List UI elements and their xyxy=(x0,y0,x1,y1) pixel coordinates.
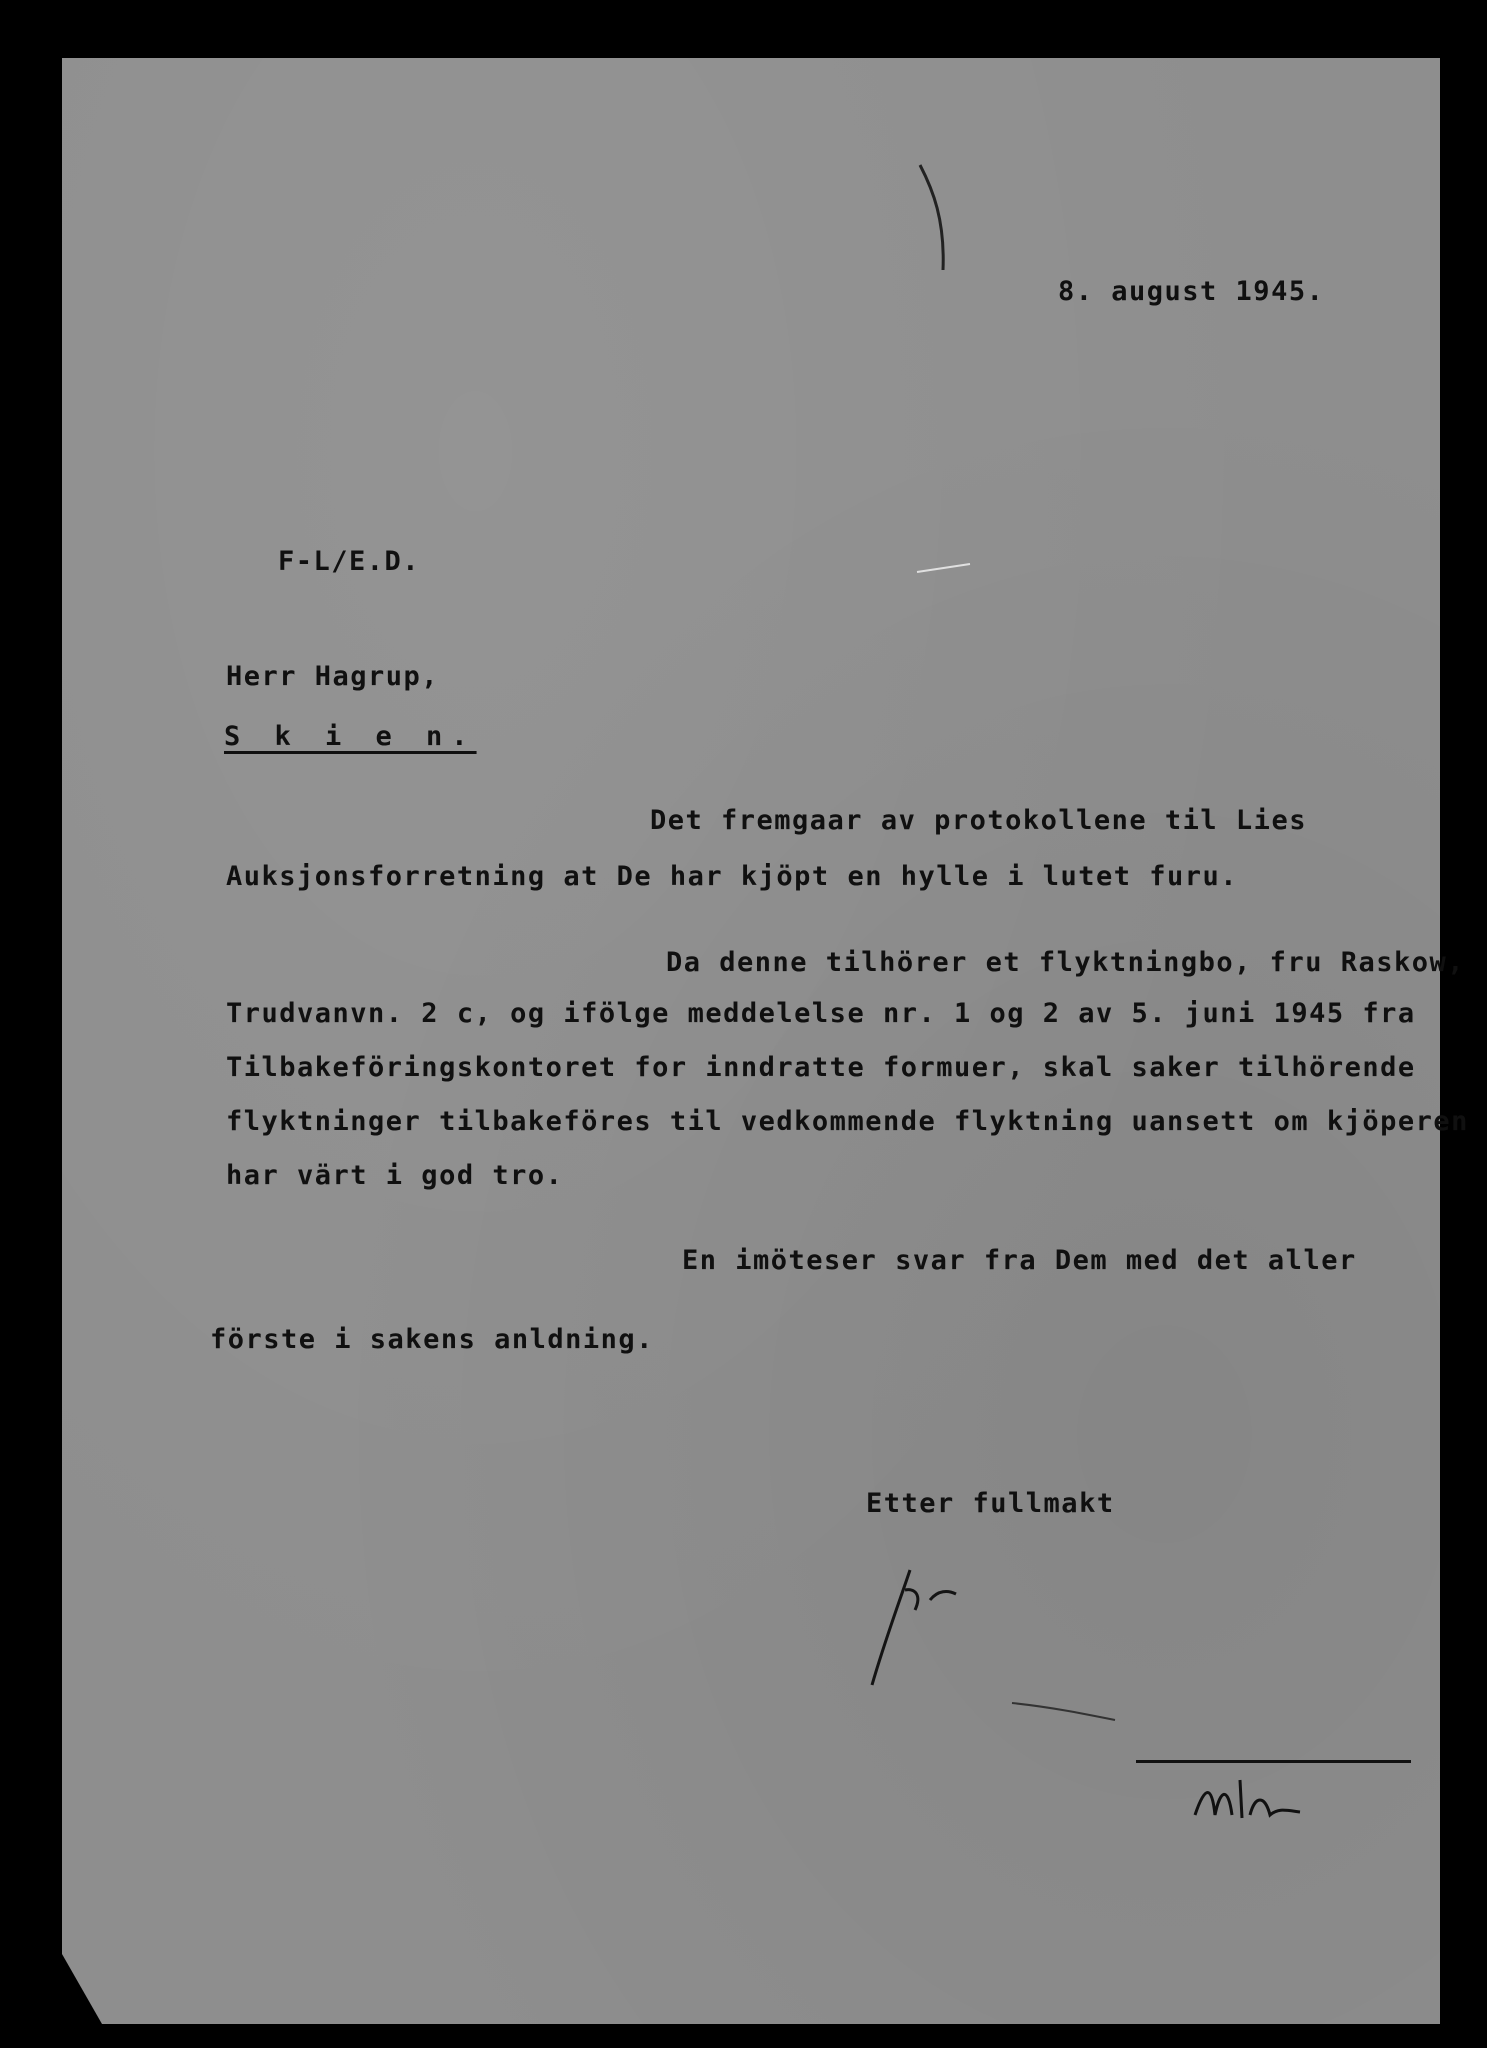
paragraph3-line1: En imöteser svar fra Dem med det aller xyxy=(682,1245,1357,1276)
paragraph2-line1: Da denne tilhörer et flyktningbo, fru Raskow, xyxy=(666,947,1465,978)
paragraph1-line2: Auksjonsforretning at De har kjöpt en hylle i lutet furu. xyxy=(226,861,1239,892)
handwritten-signature xyxy=(860,1560,1000,1690)
paragraph2-line5: har värt i god tro. xyxy=(226,1160,564,1191)
pen-stroke-bottom xyxy=(1010,1695,1120,1725)
paragraph2-line3: Tilbakeföringskontoret for inndratte formuer, skal saker tilhörende xyxy=(226,1052,1416,1083)
paragraph3-line2: förste i sakens anldning. xyxy=(210,1324,654,1355)
reference-code: F-L/E.D. xyxy=(278,546,421,577)
recipient-city: S k i e n. xyxy=(224,721,477,752)
closing-text: Etter fullmakt xyxy=(866,1488,1115,1519)
signature-line xyxy=(1136,1760,1411,1763)
pen-dash-mark xyxy=(915,560,975,580)
initials-scrawl xyxy=(1190,1770,1310,1830)
letter-date: 8. august 1945. xyxy=(1058,276,1325,307)
pen-stroke-top xyxy=(915,160,955,280)
paragraph2-line4: flyktninger tilbakeföres til vedkommende flyktning uansett om kjöperen xyxy=(226,1106,1469,1137)
letter-page xyxy=(62,58,1440,2024)
paragraph2-line2: Trudvanvn. 2 c, og ifölge meddelelse nr. 1 og 2 av 5. juni 1945 fra xyxy=(226,998,1416,1029)
paragraph1-line1: Det fremgaar av protokollene til Lies xyxy=(650,805,1307,836)
recipient-name: Herr Hagrup, xyxy=(226,661,440,692)
torn-corner xyxy=(62,1954,102,2024)
